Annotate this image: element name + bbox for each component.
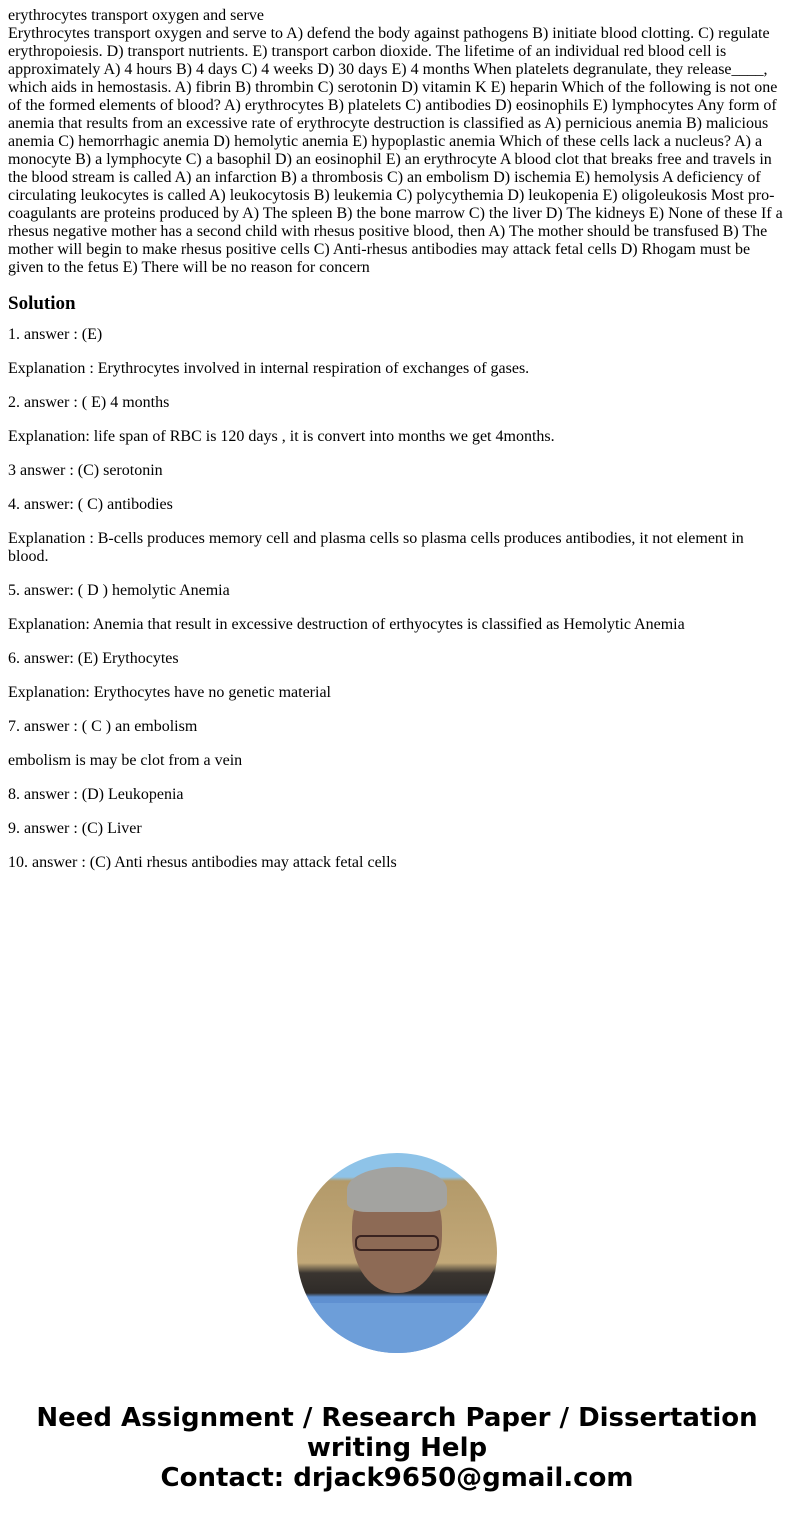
- solution-line: 9. answer : (C) Liver: [8, 820, 142, 837]
- solution-heading: Solution: [8, 293, 76, 314]
- solution-line: 1. answer : (E): [8, 326, 103, 343]
- solution-line: 3 answer : (C) serotonin: [8, 462, 163, 479]
- solution-answers: [8, 326, 786, 872]
- solution-line: 2. answer : ( E) 4 months: [8, 394, 170, 411]
- photo-hair: [347, 1167, 447, 1212]
- footer-contact[interactable]: Contact: drjack9650@gmail.com: [160, 1463, 634, 1493]
- solution-line: Explanation : Erythrocytes involved in internal respiration of exchanges of gases.: [8, 360, 530, 377]
- solution-line: Explanation: life span of RBC is 120 days , it is convert into months we get 4months.: [8, 428, 555, 445]
- solution-line: 6. answer: (E) Erythocytes: [8, 650, 179, 667]
- author-photo: [297, 1153, 497, 1353]
- footer-help-text: Need Assignment / Research Paper / Dissertation writing Help: [36, 1403, 758, 1463]
- photo-shirt: [297, 1303, 497, 1353]
- solution-line: 4. answer: ( C) antibodies: [8, 496, 173, 513]
- photo-glasses: [355, 1235, 439, 1251]
- solution-line: 10. answer : (C) Anti rhesus antibodies may attack fetal cells: [8, 854, 397, 871]
- question-body: Erythrocytes transport oxygen and serve to A) defend the body against pathogens B) initiate blood clotting. C) regulate erythropoiesis. D) transport nutrients. E) transport carbon dioxide. The lifetime of an individual red blood cell is approximately A) 4 hours B) 4 days C) 4 weeks D) 30 days E) 4 months When platelets degranulate, they release____, which aids in hemostasis. A) fibrin B) thrombin C) serotonin D) vitamin K E) heparin Which of the following is not one of the formed elements of blood? A) erythrocytes B) platelets C) antibodies D) eosinophils E) lymphocytes Any form of anemia that results from an excessive rate of erythrocyte destruction is classified as A) pernicious anemia B) malicious anemia C) hemorrhagic anemia D) hemolytic anemia E) hypoplastic anemia Which of these cells lack a nucleus? A) a monocyte B) a lymphocyte C) a basophil D) an eosinophil E) an erythrocyte A blood clot that breaks free and travels in the blood stream is called A) an infarction B) a thrombosis C) an embolism D) ischemia E) hemolysis A deficiency of circulating leukocytes is called A) leukocytosis B) leukemia C) polycythemia D) leukopenia E) oligoleukosis Most pro-coagulants are proteins produced by A) The spleen B) the bone marrow C) the liver D) The kidneys E) None of these If a rhesus negative mother has a second child with rhesus positive blood, then A) The mother should be transfused B) The mother will begin to make rhesus positive cells C) Anti-rhesus antibodies may attack fetal cells D) Rhogam must be given to the fetus E) There will be no reason for concern: [8, 25, 783, 276]
- contact-footer: [0, 1403, 794, 1493]
- question-title: erythrocytes transport oxygen and serve: [8, 7, 264, 24]
- solution-line: 7. answer : ( C ) an embolism: [8, 718, 198, 735]
- solution-line: 5. answer: ( D ) hemolytic Anemia: [8, 582, 230, 599]
- solution-line: Explanation: Anemia that result in excessive destruction of erthyocytes is classified as Hemolytic Anemia: [8, 616, 685, 633]
- solution-line: 8. answer : (D) Leukopenia: [8, 786, 184, 803]
- solution-line: Explanation: Erythocytes have no genetic material: [8, 684, 331, 701]
- solution-line: Explanation : B-cells produces memory cell and plasma cells so plasma cells produces antibodies, it not element in blood.: [8, 530, 744, 565]
- document-content: [8, 7, 786, 888]
- solution-line: embolism is may be clot from a vein: [8, 752, 243, 769]
